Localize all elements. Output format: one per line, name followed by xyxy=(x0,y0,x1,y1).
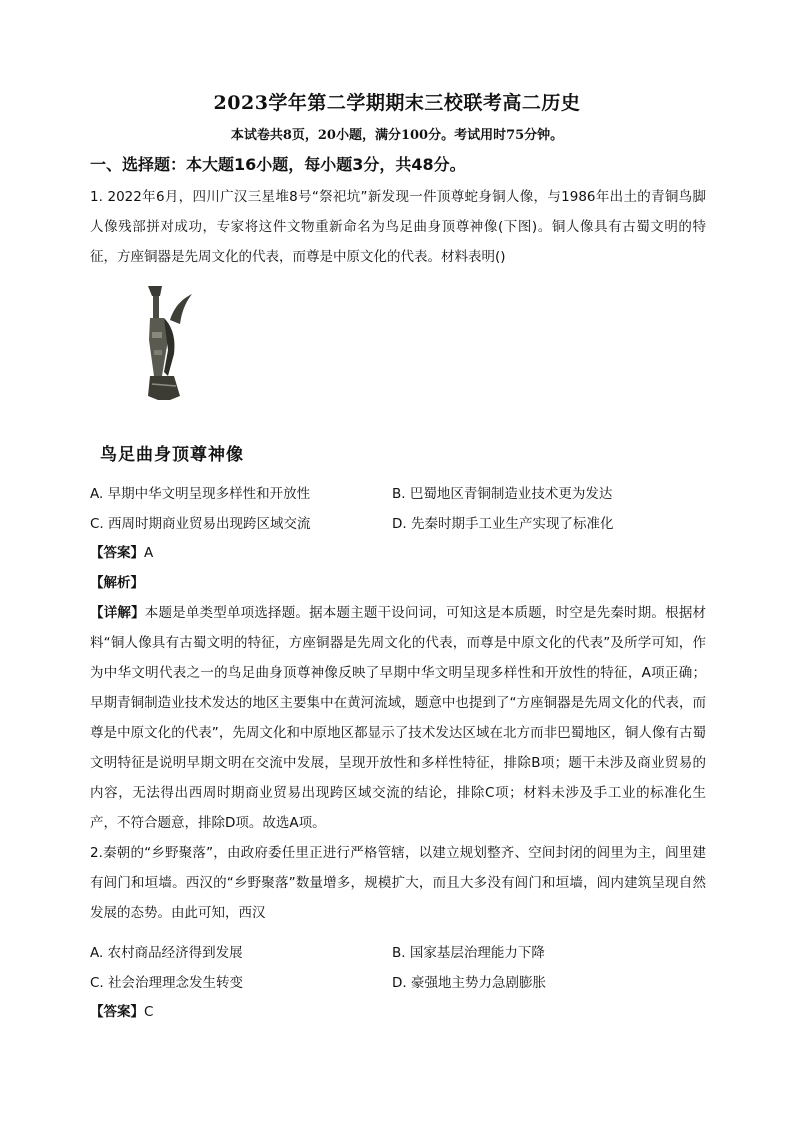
section-heading: 一、选择题：本大题16小题，每小题3分，共48分。 xyxy=(90,155,466,174)
q2-option-b: B. 国家基层治理能力下降 xyxy=(392,945,545,961)
figure-caption: 鸟足曲身顶尊神像 xyxy=(100,445,244,465)
q1-detail xyxy=(90,598,706,838)
detail-label: 【详解】 xyxy=(90,605,145,621)
q1-analysis-label: 【解析】 xyxy=(90,575,144,591)
q1-option-a: A. 早期中华文明呈现多样性和开放性 xyxy=(90,486,311,502)
q1-answer xyxy=(90,541,153,561)
page-title: 2023学年第二学期期末三校联考高二历史 xyxy=(213,92,581,114)
question-2-stem: 2.秦朝的“乡野聚落”，由政府委任里正进行严格管辖，以建立规划整齐、空间封闭的闾里为主，闾里建有闾门和垣墙。西汉的“乡野聚落”数量增多，规模扩大，而且大多没有闾门和垣墙，闾内建筑呈现自然发展的态势。由此可知，西汉 xyxy=(90,845,706,921)
question-1-stem: 1. 2022年6月，四川广汉三星堆8号“祭祀坑”新发现一件顶尊蛇身铜人像，与1986年出土的青铜鸟脚人像残部拼对成功，专家将这件文物重新命名为鸟足曲身顶尊神像(下图)。铜人像具有古蜀文明的特征，方座铜器是先周文化的代表，而尊是中原文化的代表。材料表明() xyxy=(90,189,706,265)
q2-option-a: A. 农村商品经济得到发展 xyxy=(90,945,243,961)
bronze-statue-image xyxy=(140,280,210,402)
answer-value: A xyxy=(144,545,154,561)
detail-text: 本题是单类型单项选择题。据本题主题干设问词，可知这是本质题，时空是先秦时期。根据材料“铜人像具有古蜀文明的特征，方座铜器是先周文化的代表，而尊是中原文化的代表”及所学可知，作为中华文明代表之一的鸟足曲身顶尊神像反映了早期中华文明呈现多样性和开放性的特征，A项正确；早期青铜制造业技术发达的地区主要集中在黄河流域，题意中也提到了“方座铜器是先周文化的代表，而尊是中原文化的代表”，先周文化和中原地区都显示了技术发达区域在北方而非巴蜀地区，铜人像有古蜀文明特征是说明早期文明在交流中发展，呈现开放性和多样性特征，排除B项；题干未涉及商业贸易的内容，无法得出西周时期商业贸易出现跨区域交流的结论，排除C项；材料未涉及手工业的标准化生产，不符合题意，排除D项。故选A项。 xyxy=(90,605,707,831)
q2-option-c: C. 社会治理理念发生转变 xyxy=(90,975,244,991)
q2-option-d: D. 豪强地主势力急剧膨胀 xyxy=(392,975,546,991)
q1-option-c: C. 西周时期商业贸易出现跨区域交流 xyxy=(90,516,311,532)
page-subtitle: 本试卷共8页，20小题，满分100分。考试用时75分钟。 xyxy=(230,128,564,143)
q1-option-b: B. 巴蜀地区青铜制造业技术更为发达 xyxy=(392,486,613,502)
q1-option-d: D. 先秦时期手工业生产实现了标准化 xyxy=(392,516,614,532)
answer-value: C xyxy=(144,1004,154,1020)
answer-label: 【答案】 xyxy=(90,1004,144,1020)
q2-answer xyxy=(90,1000,153,1020)
answer-label: 【答案】 xyxy=(90,545,144,561)
